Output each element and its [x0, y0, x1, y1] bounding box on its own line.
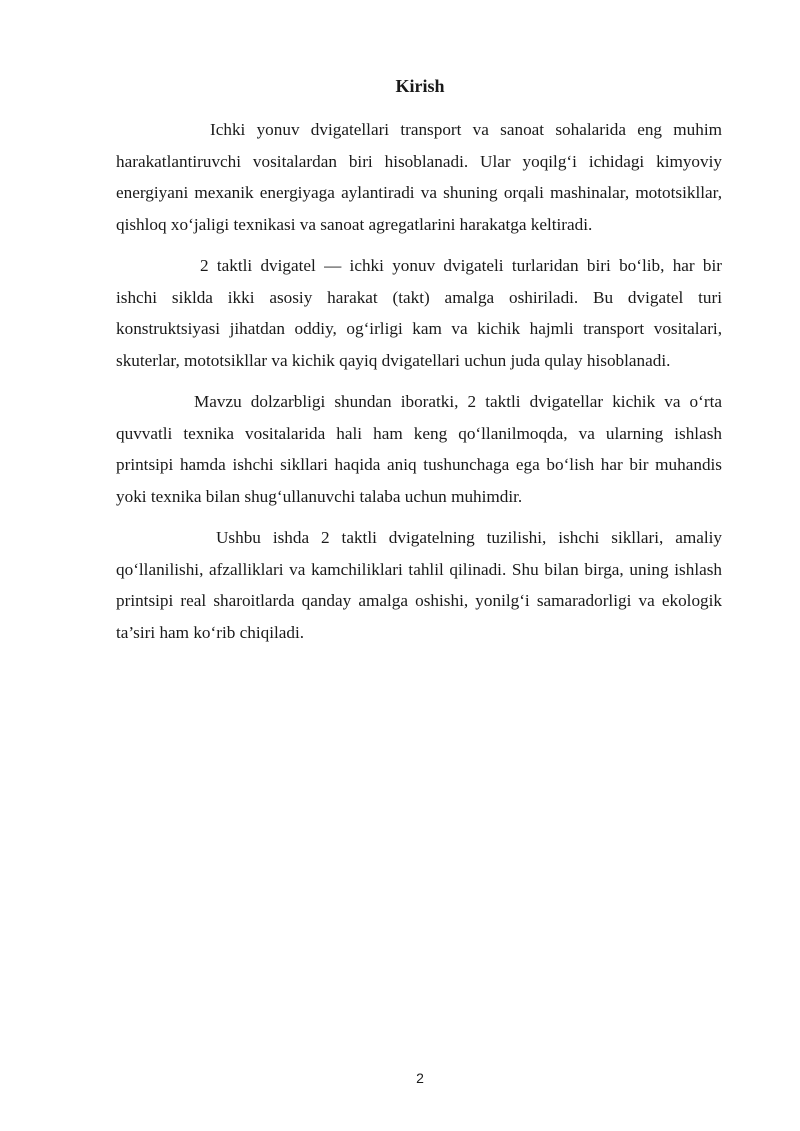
page-number: 2 [416, 1070, 424, 1086]
document-body [116, 114, 722, 658]
paragraph-relevance: Mavzu dolzarbligi shundan iboratki, 2 taktli dvigatellar kichik va o‘rta quvvatli texnika vositalarida hali ham keng qo‘llanilmoqda, va ularning ishlash printsipi hamda ishchi sikllari haqida aniq tushunchaga ega bo‘lish har bir muhandis yoki texnika bilan shug‘ullanuvchi talaba uchun muhimdir. [116, 392, 722, 506]
paragraph-introduction: Ichki yonuv dvigatellari transport va sanoat sohalarida eng muhim harakatlantiruvchi vositalardan biri hisoblanadi. Ular yoqilg‘i ichidagi kimyoviy energiyani mexanik energiyaga aylantiradi va shuning orqali mashinalar, mototsikllar, qishloq xo‘jaligi texnikasi va sanoat agregatlarini harakatga keltiradi. [116, 120, 722, 234]
paragraph-two-stroke-definition: 2 taktli dvigatel — ichki yonuv dvigateli turlaridan biri bo‘lib, har bir ishchi siklda ikki asosiy harakat (takt) amalga oshiriladi. Bu dvigatel turi konstruktsiyasi jihatdan oddiy, og‘irligi kam va kichik hajmli transport vositalari, skuterlar, mototsikllar va kichik qayiq dvigatellari uchun juda qulay hisoblanadi. [116, 256, 722, 370]
page-title: Kirish [395, 76, 445, 96]
paragraph-scope: Ushbu ishda 2 taktli dvigatelning tuzilishi, ishchi sikllari, amaliy qo‘llanilishi, afzalliklari va kamchiliklari tahlil qilinadi. Shu bilan birga, uning ishlash printsipi real sharoitlarda qanday amalga oshishi, yonilg‘i samaradorligi va ekologik ta’siri ham ko‘rib chiqiladi. [116, 528, 722, 642]
